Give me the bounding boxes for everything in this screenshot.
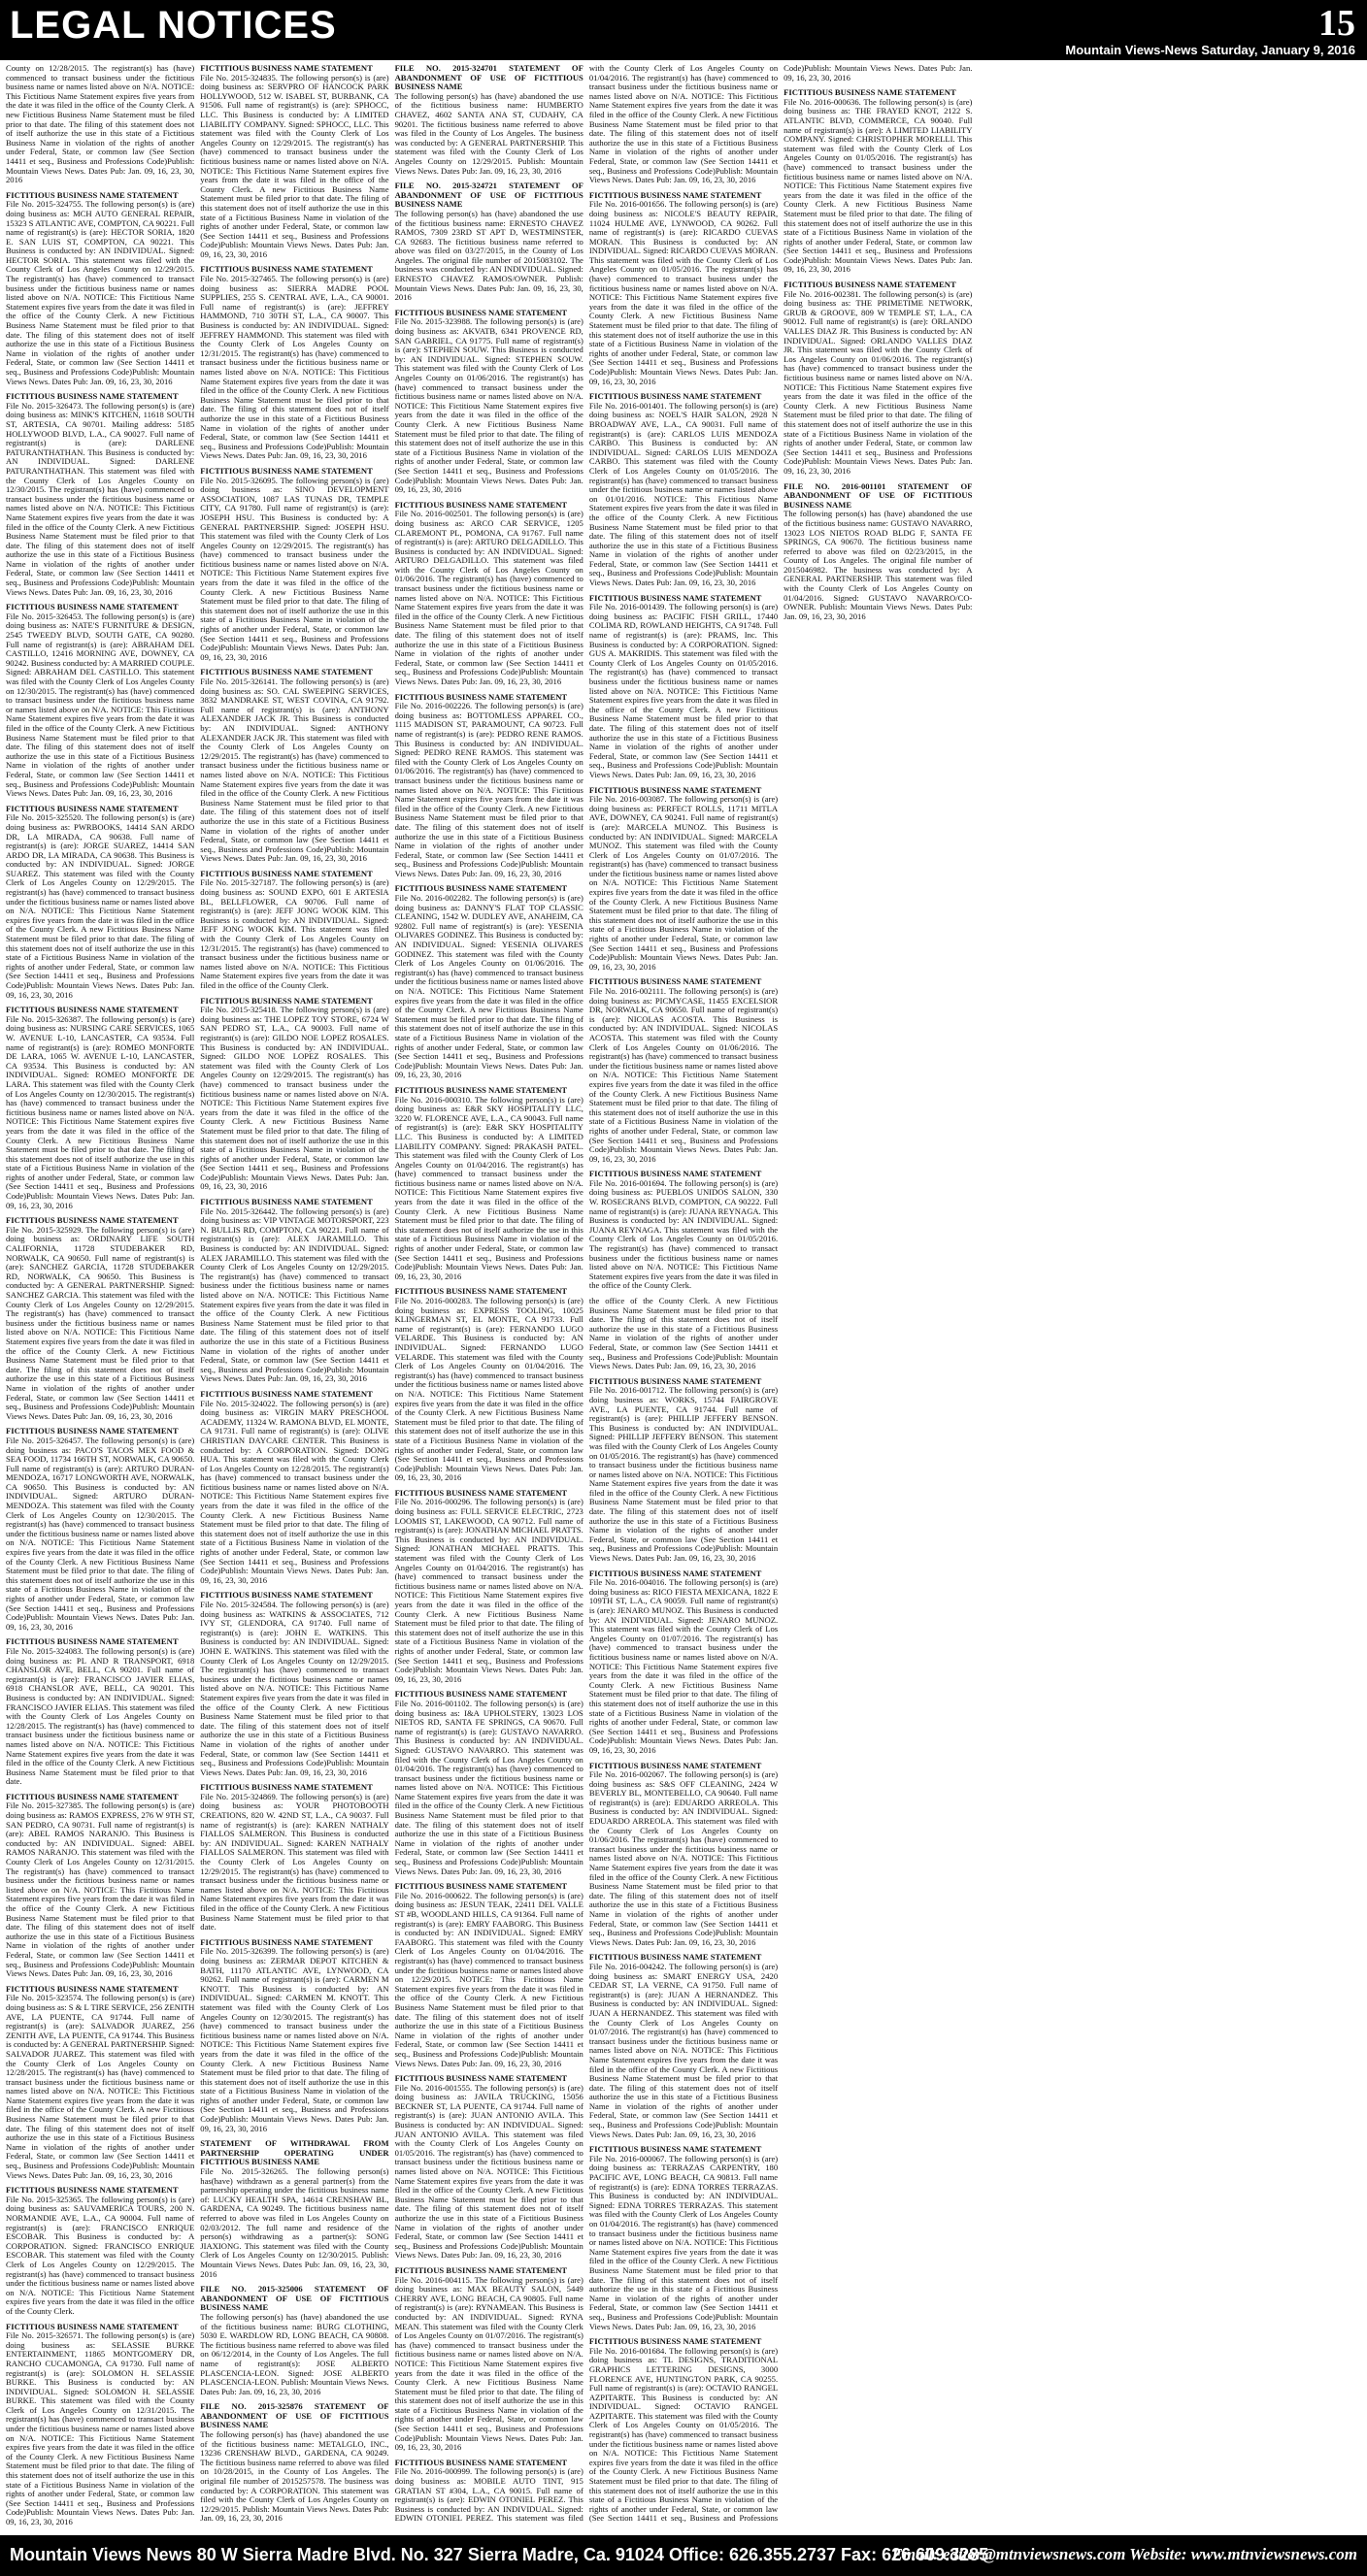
notice-heading: FICTITIOUS BUSINESS NAME STATEMENT [6, 602, 179, 612]
notice-body: the office of the County Clerk. A new Fictitious Business Name Statement must be filed prior to that date. The filing of this statement does not of itself authorize the use in this state of a Fictitious Business Name in violation of the rights of another under Federal, State, or common law (See Section 14411 et seq., Business and Professions Code)Publish: Mountain Views News. Dates Pub: Jan. 09, 16, 23, 30, 2016 [588, 1296, 779, 1371]
notice-heading: FICTITIOUS BUSINESS NAME STATEMENT [200, 868, 373, 878]
notice-heading: FICTITIOUS BUSINESS NAME STATEMENT [6, 1005, 179, 1015]
notice-body: File No. 2015-326141. The following person(s) is (are) doing business as: SO. CAL SWEEPING SERVICES, 3832 MANDRAKE ST, WEST COVINA, CA 91792. Full name of registrant(s) is (are): ANTHONY ALEXANDER JACK JR. This Business is conducted by: AN INDIVIDUAL. Signed: ANTHONY ALEXANDER JACK JR. This statement was filed with the County Clerk of Los Angeles County on 12/29/2015. The registrant(s) has (have) commenced to transact business under the fictitious business name or names listed above on N/A. NOTICE: This Fictitious Name Statement expires five years from the date it was filed in the office of the County Clerk. A new Fictitious Business Name Statement must be filed prior to that date. The filing of this statement does not of itself authorize the use in this state of a Fictitious Business Name in violation of the rights of another under Federal, State, or common law (See Section 14411 et seq., Business and Professions Code)Publish: Mountain Views News. Dates Pub: Jan. 09, 16, 23, 30, 2016 [200, 677, 389, 864]
notice-body: File No. 2016-000622. The following person(s) is (are) doing business as: JESUN TEAK, 22411 DEL VALLE ST #B, WOODLAND HILLS, CA 91364. Full name of registrant(s) is (are): EMRY FAABORG. This Business is conducted by: AN INDIVIDUAL. Signed: EMRY FAABORG. This statement was filed with the County Clerk of Los Angeles County on 01/04/2016. The registrant(s) has (have) commenced to transact business under the fictitious business name or names listed above on 12/29/2015. NOTICE: This Fictitious Name Statement expires five years from the date it was filed in the office of the County Clerk. A new Fictitious Business Name Statement must be filed prior to that date. The filing of this statement does not of itself authorize the use in this state of a Fictitious Business Name in violation of the rights of another under Federal, State, or common law (See Section 14411 et seq., Business and Professions Code)Publish: Mountain Views News. Dates Pub: Jan. 09, 16, 23, 30, 2016 [394, 1890, 583, 2068]
notice-body: The following person(s) has (have) abandoned the use of the fictitious business name: METALGLO, INC., 13236 CRENSHAW BLVD., GARDENA, CA 90249. The fictitious business name referred to above was filed on 10/28/2015, in the County of Los Angeles. The original file number of 2015257578. The business was conducted by: A CORPORATION. This statement was filed with the County Clerk of Los Angeles County on 12/29/2015. Publish: Mountain Views News. Dates Pub: Jan. 09, 16, 23, 30, 2016 [200, 2429, 389, 2524]
notice-body: File No. 2015-325365. The following person(s) is (are) doing business as: SAUVAMERICA TOURS, 200 N. NORMANDIE AVE, L.A., CA 90004. Full name of registrant(s) is (are): FRANCISCO ENRIQUE ESCOBAR. This Business is conducted by: A CORPORATION. Signed: FRANCISCO ENRIQUE ESCOBAR. This statement was filed with the County Clerk of Los Angeles County on 12/29/2015. The registrant(s) has (have) commenced to transact business under the fictitious business name or names listed above on N/A. NOTICE: This Fictitious Name Statement expires five years from the date it was filed in the office of the County Clerk. [6, 2194, 195, 2316]
notice-heading: FILE NO. 2015-325876 STATEMENT OF ABANDONMENT OF USE OF FICTITIOUS BUSINESS NAME [200, 2401, 389, 2430]
notice-body: File No. 2015-326453. The following person(s) is (are) doing business as: NATE'S FURNITURE & DESIGN, 2545 TWEEDY BLVD, SOUTH GATE, CA 90280. Full name of registrant(s) is (are): ABRAHAM DEL CASTILLO, 12416 MORNING AVE, DOWNEY, CA 90242. Business conducted by: A MARRIED COUPLE. Signed: ABRAHAM DEL CASTILLO. This statement was filed with the County Clerk of Los Angeles County on 12/30/2015. The registrant(s) has (have) commenced to transact business under the fictitious business name or names listed above on N/A. NOTICE: This Fictitious Name Statement expires five years from the date it was filed in the office of the County Clerk. A new Fictitious Business Name Statement must be filed prior to that date. The filing of this statement does not of itself authorize the use in this state of a Fictitious Business Name in violation of the rights of another under Federal, State, or common law (See Section 14411 et seq., Business and Professions Code)Publish: Mountain Views News. Dates Pub: Jan. 09, 16, 23, 30, 2016 [6, 611, 195, 799]
legal-notice [784, 88, 972, 275]
legal-notice [200, 265, 388, 460]
notice-heading: FICTITIOUS BUSINESS NAME STATEMENT [6, 1215, 179, 1226]
notice-body: The following person(s) has (have) abandoned the use of the fictitious business name: BURG CLOTHING, 5030 E. WARDLOW RD, LONG BEACH, CA 90808. The fictitious business name referred to above was filed on 06/12/2014, in the County of Los Angeles. The full name of registrant(s): JOSE ALBERTO PLASCENCIA-LEON. Signed: JOSE ALBERTO PLASCENCIA-LEON. Publish: Mountain Views News. Dates Pub: Jan. 09, 16, 23, 30, 2016 [200, 2311, 389, 2396]
notice-body: File No. 2015-327385. The following person(s) is (are) doing business as: RAMOS EXPRESS, 276 W 9TH ST, SAN PEDRO, CA 90731. Full name of registrant(s) is (are): ABEL RAMOS NARANJO. This Business is conducted by: AN INDIVIDUAL. Signed: ABEL RAMOS NARANJO. This statement was filed with the County Clerk of Los Angeles County on 12/31/2015. The registrant(s) has (have) commenced to transact business under the fictitious business name or names listed above on N/A. NOTICE: This Fictitious Name Statement expires five years from the date it was filed in the office of the County Clerk. A new Fictitious Business Name Statement must be filed prior to that date. The filing of this statement does not of itself authorize the use in this state of a Fictitious Business Name in violation of the rights of another under Federal, State, or common law (See Section 14411 et seq., Business and Professions Code)Publish: Mountain Views News. Dates Pub: Jan. 09, 16, 23, 30, 2016 [6, 1800, 195, 1979]
notice-body: File No. 2015-323988. The following person(s) is (are) doing business as: AKVATB, 6341 PROVENCE RD, SAN GABRIEL, CA 91775. Full name of registrant(s) is (are): STEPHEN SOUW. This Business is conducted by: AN INDIVIDUAL. Signed: STEPHEN SOUW. This statement was filed with the County Clerk of Los Angeles County on 01/06/2016. The registrant(s) has (have) commenced to transact business under the fictitious business name or names listed above on N/A. NOTICE: This Fictitious Name Statement expires five years from the date it was filed in the office of the County Clerk. A new Fictitious Business Name Statement must be filed prior to that date. The filing of this statement does not of itself authorize the use in this state of a Fictitious Business Name in violation of the rights of another under Federal, State, or common law (See Section 14411 et seq., Business and Professions Code)Publish: Mountain Views News. Dates Pub: Jan. 09, 16, 23, 30, 2016 [394, 316, 583, 495]
notice-body: County on 12/28/2015. The registrant(s) has (have) commenced to transact business under the fictitious business name or names listed above on N/A. NOTICE: This Fictitious Name Statement expires five years from the date it was filed in the office of the County Clerk. A new Fictitious Business Name Statement must be filed prior to that date. The filing of this statement does not of itself authorize the use in this state of a Fictitious Business Name in violation of the rights of another under Federal, State, or common law (See Section 14411 et seq., Business and Professions Code)Publish: Mountain Views News. Dates Pub: Jan. 09, 16, 23, 30, 2016 [6, 64, 195, 185]
notice-heading: FILE NO. 2015-325006 STATEMENT OF ABANDONMENT OF USE OF FICTITIOUS BUSINESS NAME [200, 2284, 389, 2313]
notice-heading: FICTITIOUS BUSINESS NAME STATEMENT [200, 1782, 373, 1793]
header-subline: Mountain Views-News Saturday, January 9, 2016 [1065, 43, 1355, 57]
notice-heading: FICTITIOUS BUSINESS NAME STATEMENT [394, 1689, 568, 1700]
notice-body: File No. 2016-002226. The following person(s) is (are) doing business as: BOTTOMLESS APPAREL CO., 1115 MADISON ST, PARAMOUNT, CA 90723. Full name of registrant(s) is (are): PEDRO RENE RAMOS. This Business is conducted by: AN INDIVIDUAL. Signed: PEDRO RENE RAMOS. This statement was filed with the County Clerk of Los Angeles County on 01/06/2016. The registrant(s) has (have) commenced to transact business under the fictitious business name or names listed above on N/A. NOTICE: This Fictitious Name Statement expires five years from the date it was filed in the office of the County Clerk. A new Fictitious Business Name Statement must be filed prior to that date. The filing of this statement does not of itself authorize the use in this state of a Fictitious Business Name in violation of the rights of another under Federal, State, or common law (See Section 14411 et seq., Business and Professions Code)Publish: Mountain Views News. Dates Pub: Jan. 09, 16, 23, 30, 2016 [394, 701, 583, 878]
legal-notice [200, 870, 388, 991]
legal-notice [200, 1390, 388, 1585]
notice-heading: FICTITIOUS BUSINESS NAME STATEMENT [588, 784, 762, 795]
notice-body: File No. 2016-002111. The following person(s) is (are) doing business as: PICMYCASE, 11455 EXCELSIOR DR, NORWALK, CA 90650. Full name of registrant(s) is (are): NICOLAS ACOSTA. This Business is conducted by: AN INDIVIDUAL. Signed: NICOLAS ACOSTA. This statement was filed with the County Clerk of Los Angeles County on 01/06/2016. The registrant(s) has (have) commenced to transact business under the fictitious business name or names listed above on N/A. NOTICE: This Fictitious Name Statement expires five years from the date it was filed in the office of the County Clerk. A new Fictitious Business Name Statement must be filed prior to that date. The filing of this statement does not of itself authorize the use in this state of a Fictitious Business Name in violation of the rights of another under Federal, State, or common law (See Section 14411 et seq., Business and Professions Code)Publish: Mountain Views News. Dates Pub: Jan. 09, 16, 23, 30, 2016 [588, 986, 779, 1164]
notice-heading: FICTITIOUS BUSINESS NAME STATEMENT [200, 667, 373, 677]
notice-heading: FICTITIOUS BUSINESS NAME STATEMENT [200, 1590, 373, 1601]
notice-body: File No. 2016-000310. The following person(s) is (are) doing business as: E&R SKY HOSPITALITY LLC, 3220 W. FLORENCE AVE, L.A., CA 90043. Full name of registrant(s) is (are): E&R SKY HOSPITALITY LLC. This Business is conducted by: A LIMITED LIABILITY COMPANY. Signed: PRAKASH PATEL. This statement was filed with the County Clerk of Los Angeles County on 01/04/2016. The registrant(s) has (have) commenced to transact business under the fictitious business name or names listed above on N/A. NOTICE: This Fictitious Name Statement expires five years from the date it was filed in the office of the County Clerk. A new Fictitious Business Name Statement must be filed prior to that date. The filing of this statement does not of itself authorize the use in this state of a Fictitious Business Name in violation of the rights of another under Federal, State, or common law (See Section 14411 et seq., Business and Professions Code)Publish: Mountain Views News. Dates Pub: Jan. 09, 16, 23, 30, 2016 [394, 1094, 583, 1281]
notice-heading: FILE NO. 2015-324721 STATEMENT OF ABANDONMENT OF USE OF FICTITIOUS BUSINESS NAME [394, 181, 583, 210]
legal-notice [589, 786, 778, 973]
legal-notice [784, 281, 972, 476]
legal-notice [6, 1427, 194, 1632]
notice-body: File No. 2016-001684. The following person(s) is (are) doing business as: TL DESIGNS, TRADITIONAL GRAPHICS LETTERING DESIGNS, 3000 FLORENCE AVE, HUNTINGTON PARK, CA 90255. Full name of registrant(s) is (are): OCTAVIO RANGEL AZPITARTE. This Business is conducted by: AN INDIVIDUAL. Signed: OCTAVIO RANGEL AZPITARTE. This statement was filed with the County Clerk of Los Angeles County on 01/05/2016. The registrant(s) has (have) commenced to transact business under the fictitious business name or names listed above on N/A. NOTICE: This Fictitious Name Statement expires five years from the date it was filed in the office of the County Clerk. A new Fictitious Business Name Statement must be filed prior to that date. The filing of this statement does not of itself authorize the use in this state of a Fictitious Business Name in violation of the rights of another under Federal, State, or common law (See Section 14411 et seq., Business and Professions Code)Publish: Mountain Views News. Dates Pub: Jan. 09, 16, 23, 30, 2016 [588, 64, 973, 2524]
notice-body: The following person(s) has (have) abandoned the use of the fictitious business name: ERNESTO CHAVEZ RAMOS, 7309 23RD ST APT D, WESTMINSTER, CA 92683. The fictitious business name referred to above was filed on 03/27/2015, in the County of Los Angeles. The original file number of 2015083102. The business was conducted by: AN INDIVIDUAL. Signed: ERNESTO CHAVEZ RAMOS/OWNER. Publish: Mountain Views News. Dates Pub: Jan. 09, 16, 23, 30, 2016 [394, 208, 583, 303]
legal-notice [6, 603, 194, 798]
legal-notice [395, 309, 583, 495]
notice-heading: FICTITIOUS BUSINESS NAME STATEMENT [588, 1375, 762, 1386]
notice-body: File No. 2016-000067. The following person(s) is (are) doing business as: TERRAZAS CARPENTRY, 180 PACIFIC AVE, LONG BEACH, CA 90813. Full name of registrant(s) is (are): EDNA TORRES TERRAZAS. This Business is conducted by: AN INDIVIDUAL. Signed: EDNA TORRES TERRAZAS. This statement was filed with the County Clerk of Los Angeles County on 01/04/2016. The registrant(s) has (have) commenced to transact business under the fictitious business name or names listed above on N/A. NOTICE: This Fictitious Name Statement expires five years from the date it was filed in the office of the County Clerk. A new Fictitious Business Name Statement must be filed prior to that date. The filing of this statement does not of itself authorize the use in this state of a Fictitious Business Name in violation of the rights of another under Federal, State, or common law (See Section 14411 et seq., Business and Professions Code)Publish: Mountain Views News. Dates Pub: Jan. 09, 16, 23, 30, 2016 [588, 2153, 779, 2331]
notice-body: File No. 2016-000283. The following person(s) is (are) doing business as: EXPRESS TOOLING, 10025 KLINGERMAN ST, EL MONTE, CA 91733. Full name of registrant(s) is (are): FERNANDO LUGO VELARDE. This Business is conducted by: AN INDIVIDUAL. Signed: FERNANDO LUGO VELARDE. This statement was filed with the County Clerk of Los Angeles County on 01/04/2016. The registrant(s) has (have) commenced to transact business under the fictitious business name or names listed above on N/A. NOTICE: This Fictitious Name Statement expires five years from the date it was filed in the office of the County Clerk. A new Fictitious Business Name Statement must be filed prior to that date. The filing of this statement does not of itself authorize the use in this state of a Fictitious Business Name in violation of the rights of another under Federal, State, or common law (See Section 14411 et seq., Business and Professions Code)Publish: Mountain Views News. Dates Pub: Jan. 09, 16, 23, 30, 2016 [394, 1296, 583, 1483]
legal-notice [200, 1591, 388, 1777]
notice-body: File No. 2016-001439. The following person(s) is (are) doing business as: PACIFIC FISH GRILL, 17440 COLIMA RD, ROWLAND HEIGHTS, CA 91748. Full name of registrant(s) is (are): PRAMS, Inc. This Business is conducted by: A CORPORATION. Signed: GUS A. MAKRIDIS. This statement was filed with the County Clerk of Los Angeles County on 01/05/2016. The registrant(s) has (have) commenced to transact business under the fictitious business name or names listed above on N/A. NOTICE: This Fictitious Name Statement expires five years from the date it was filed in the office of the County Clerk. A new Fictitious Business Name Statement must be filed prior to that date. The filing of this statement does not of itself authorize the use in this state of a Fictitious Business Name in violation of the rights of another under Federal, State, or common law (See Section 14411 et seq., Business and Professions Code)Publish: Mountain Views News. Dates Pub: Jan. 09, 16, 23, 30, 2016 [588, 602, 779, 779]
legal-notice [6, 805, 194, 1000]
notice-heading: FICTITIOUS BUSINESS NAME STATEMENT [394, 1084, 568, 1095]
legal-notice [395, 1882, 583, 2068]
notice-body: File No. 2015-326387. The following person(s) is (are) doing business as: NURSING CARE SERVICES, 1065 W. AVENUE L-10, LANCASTER, CA 93534. Full name of registrant(s) is (are): ROMEO MONFORTE DE LARA, 1065 W. AVENUE L-10, LANCASTER, CA 93534. This Business is conducted by: AN INDIVIDUAL. Signed: ROMEO MONFORTE DE LARA. This statement was filed with the County Clerk of Los Angeles County on 12/30/2015. The registrant(s) has (have) commenced to transact business under the fictitious business name or names listed above on N/A. NOTICE: This Fictitious Name Statement expires five years from the date it was filed in the office of the County Clerk. A new Fictitious Business Name Statement must be filed prior to that date. The filing of this statement does not of itself authorize the use in this state of a Fictitious Business Name in violation of the rights of another under Federal, State, or common law (See Section 14411 et seq., Business and Professions Code)Publish: Mountain Views News. Dates Pub: Jan. 09, 16, 23, 30, 2016 [6, 1013, 195, 1210]
notice-heading: FICTITIOUS BUSINESS NAME STATEMENT [394, 691, 568, 702]
notice-heading: FICTITIOUS BUSINESS NAME STATEMENT [784, 87, 956, 98]
notice-body: File No. 2016-000296. The following person(s) is (are) doing business as: FULL SERVICE ELECTRIC, 2723 LOOMIS ST, LAKEWOOD, CA 90712. Full name of registrant(s) is (are): JONATHAN MICHAEL PRATTS. This Business is conducted by: AN INDIVIDUAL. Signed: JONATHAN MICHAEL PRATTS. This statement was filed with the County Clerk of Los Angeles County on 01/04/2016. The registrant(s) has (have) commenced to transact business under the fictitious business name or names listed above on N/A. NOTICE: This Fictitious Name Statement expires five years from the date it was filed in the office of the County Clerk. A new Fictitious Business Name Statement must be filed prior to that date. The filing of this statement does not of itself authorize the use in this state of a Fictitious Business Name in violation of the rights of another under Federal, State, or common law (See Section 14411 et seq., Business and Professions Code)Publish: Mountain Views News. Dates Pub: Jan. 09, 16, 23, 30, 2016 [394, 1497, 583, 1684]
notice-heading: FICTITIOUS BUSINESS NAME STATEMENT [6, 2321, 179, 2331]
notice-heading: FICTITIOUS BUSINESS NAME STATEMENT [588, 1760, 762, 1770]
legal-notice [589, 1170, 778, 1291]
notice-heading: FILE NO. 2015-324701 STATEMENT OF ABANDONMENT OF USE OF FICTITIOUS BUSINESS NAME [394, 64, 583, 92]
notice-heading: FICTITIOUS BUSINESS NAME STATEMENT [6, 1636, 179, 1647]
legal-notice [589, 1953, 778, 2139]
legal-notice [589, 1297, 778, 1371]
notice-body: File No. 2015-324083. The following person(s) is (are) doing business as: PL AND R TRANSPORT, 6918 CHANSLOR AVE, BELL, CA 90201. Full name of registrant(s) is (are): FRANCISCO JAVIER ELIAS, 6918 CHANSLOR AVE, BELL, CA 90201. This Business is conducted by: AN INDIVIDUAL. Signed: FRANCISCO JAVIER ELIAS. This statement was filed with the County Clerk of Los Angeles County on 12/28/2015. The registrant(s) has (have) commenced to transact business under the fictitious business name or names listed above on N/A. NOTICE: This Fictitious Name Statement expires five years from the date it was filed in the office of the County Clerk. A new Fictitious Business Name Statement must be filed prior to that date. [6, 1645, 195, 1787]
legal-notice [6, 2323, 194, 2527]
notice-body: The following person(s) has (have) abandoned the use of the fictitious business name: HUMBERTO CHAVEZ, 4602 SANTA ANA ST, CUDAHY, CA 90201. The fictitious business name referred to above was filed in the County of Los Angeles. The business was conducted by: A GENERAL PARTNERSHIP. This statement was filed with the County Clerk of Los Angeles County on 12/29/2015. Publish: Mountain Views News. Dates Pub: Jan. 09, 16, 23, 30, 2016 [394, 90, 583, 176]
notice-heading: FICTITIOUS BUSINESS NAME STATEMENT [6, 2185, 179, 2196]
legal-notice [395, 2266, 583, 2453]
notice-heading: FICTITIOUS BUSINESS NAME STATEMENT [6, 189, 179, 200]
notice-body: File No. 2015-324022. The following person(s) is (are) doing business as: VIRGIN MARY PRESCHOOL ACADEMY, 11324 W. RAMONA BLVD, EL MONTE, CA 91731. Full name of registrant(s) is (are): OLIVE CHRISTIAN DAYCARE CENTER. This Business is conducted by: A CORPORATION. Signed: DONG HUA. This statement was filed with the County Clerk of Los Angeles County on 12/28/2015. The registrant(s) has (have) commenced to transact business under the fictitious business name or names listed above on N/A. NOTICE: This Fictitious Name Statement expires five years from the date it was filed in the office of the County Clerk. A new Fictitious Business Name Statement must be filed prior to that date. The filing of this statement does not of itself authorize the use in this state of a Fictitious Business Name in violation of the rights of another under Federal, State, or common law (See Section 14411 et seq., Business and Professions Code)Publish: Mountain Views News. Dates Pub: Jan. 09, 16, 23, 30, 2016 [200, 1398, 389, 1585]
legal-notice [6, 1216, 194, 1421]
legal-notice [395, 64, 583, 176]
legal-notice [6, 2186, 194, 2316]
notice-body: File No. 2016-001555. The following person(s) is (are) doing business as: JAVILA TRUCKING, 15056 BECKNER ST, LA PUENTE, CA 91744. Full name of registrant(s) is (are): JUAN ANTONIO AVILA. This Business is conducted by: AN INDIVIDUAL. Signed: JUAN ANTONIO AVILA. This statement was filed with the County Clerk of Los Angeles County on 01/05/2016. The registrant(s) has (have) commenced to transact business under the fictitious business name or names listed above on N/A. NOTICE: This Fictitious Name Statement expires five years from the date it was filed in the office of the County Clerk. A new Fictitious Business Name Statement must be filed prior to that date. The filing of this statement does not of itself authorize the use in this state of a Fictitious Business Name in violation of the rights of another under Federal, State, or common law (See Section 14411 et seq., Business and Professions Code)Publish: Mountain Views News. Dates Pub: Jan. 09, 16, 23, 30, 2016 [394, 2082, 583, 2261]
legal-notice [589, 1569, 778, 1756]
legal-notice [200, 467, 388, 662]
legal-notice [6, 1637, 194, 1787]
notice-heading: FICTITIOUS BUSINESS NAME STATEMENT [588, 976, 762, 987]
notice-body: File No. 2015-325418. The following person(s) is (are) doing business as: THE LOPEZ TOY STORE, 6724 W SAN PEDRO ST, L.A., CA 90003. Full name of registrant(s) is (are): GILDO NOE LOPEZ ROSALES. This Business is conducted by: AN INDIVIDUAL. Signed: GILDO NOE LOPEZ ROSALES. This statement was filed with the County Clerk of Los Angeles County on 12/29/2015. The registrant(s) has (have) commenced to transact business under the fictitious business name or names listed above on N/A. NOTICE: This Fictitious Name Statement expires five years from the date it was filed in the office of the County Clerk. A new Fictitious Business Name Statement must be filed prior to that date. The filing of this statement does not of itself authorize the use in this state of a Fictitious Business Name in violation of the rights of another under Federal, State, or common law (See Section 14411 et seq., Business and Professions Code)Publish: Mountain Views News. Dates Pub: Jan. 09, 16, 23, 30, 2016 [200, 1005, 389, 1192]
notice-body: File No. 2015-326399. The following person(s) is (are) doing business as: ZERMAR DEPOT KITCHEN & BATH, 11170 ATLANTIC AVE, LYNWOOD, CA 90262. Full name of registrant(s) is (are): CARMEN M KNOTT. This Business is conducted by: AN INDIVIDUAL. Signed: CARMEN M. KNOTT. This statement was filed with the County Clerk of Los Angeles County on 12/30/2015. The registrant(s) has (have) commenced to transact business under the fictitious business name or names listed above on N/A. NOTICE: This Fictitious Name Statement expires five years from the date it was filed in the office of the County Clerk. A new Fictitious Business Name Statement must be filed prior to that date. The filing of this statement does not of itself authorize the use in this state of a Fictitious Business Name in violation of the rights of another under Federal, State, or common law (See Section 14411 et seq., Business and Professions Code)Publish: Mountain Views News. Dates Pub: Jan. 09, 16, 23, 30, 2016 [200, 1946, 389, 2133]
notice-heading: FICTITIOUS BUSINESS NAME STATEMENT [200, 1388, 373, 1399]
legal-notice [200, 1938, 388, 2133]
notice-heading: FICTITIOUS BUSINESS NAME STATEMENT [200, 1936, 373, 1947]
notice-heading: FICTITIOUS BUSINESS NAME STATEMENT [394, 1881, 568, 1892]
page-footer [0, 2535, 1367, 2576]
notice-body: File No. 2015-326442. The following person(s) is (are) doing business as: VIP VINTAGE MOTORSPORT, 223 N. BULLIS RD, COMPTON, CA 90221. Full name of registrant(s) is (are): ALEX JARAMILLO. This Business is conducted by: AN INDIVIDUAL. Signed: ALEX JARAMILLO. This statement was filed with the County Clerk of Los Angeles County on 12/29/2015. The registrant(s) has (have) commenced to transact business under the fictitious business name or names listed above on N/A. NOTICE: This Fictitious Name Statement expires five years from the date it was filed in the office of the County Clerk. A new Fictitious Business Name Statement must be filed prior to that date. The filing of this statement does not of itself authorize the use in this state of a Fictitious Business Name in violation of the rights of another under Federal, State, or common law (See Section 14411 et seq., Business and Professions Code)Publish: Mountain Views News. Dates Pub: Jan. 09, 16, 23, 30, 2016 [200, 1205, 389, 1384]
notice-body: File No. 2015-325929. The following person(s) is (are) doing business as: ORDINARY LIFE SOUTH CALIFORNIA, 11728 STUDEBAKER RD, NORWALK, CA 90650. Full name of registrant(s) is (are): SANCHEZ GARCIA, 11728 STUDEBAKER RD, NORWALK, CA 90650. This Business is conducted by: A GENERAL PARTNERSHIP. Signed: SANCHEZ GARCIA. This statement was filed with the County Clerk of Los Angeles County on 12/29/2015. The registrant(s) has (have) commenced to transact business under the fictitious business name or names listed above on N/A. NOTICE: This Fictitious Name Statement expires five years from the date it was filed in the office of the County Clerk. A new Fictitious Business Name Statement must be filed prior to that date. The filing of this statement does not of itself authorize the use in this state of a Fictitious Business Name in violation of the rights of another under Federal, State, or common law (See Section 14411 et seq., Business and Professions Code)Publish: Mountain Views News. Dates Pub: Jan. 09, 16, 23, 30, 2016 [6, 1224, 195, 1421]
notice-body: File No. 2016-001656. The following person(s) is (are) doing business as: NICOLE'S BEAUTY REPAIR, 11024 HULME AVE, LYNWOOD, CA 90262. Full name of registrant(s) is (are): RICARDO CUEVAS MORAN. This Business is conducted by: AN INDIVIDUAL. Signed: RICARDO CUEVAS MORAN. This statement was filed with the County Clerk of Los Angeles County on 01/05/2016. The registrant(s) has (have) commenced to transact business under the fictitious business name or names listed above on N/A. NOTICE: This Fictitious Name Statement expires five years from the date it was filed in the office of the County Clerk. A new Fictitious Business Name Statement must be filed prior to that date. The filing of this statement does not of itself authorize the use in this state of a Fictitious Business Name in violation of the rights of another under Federal, State, or common law (See Section 14411 et seq., Business and Professions Code)Publish: Mountain Views News. Dates Pub: Jan. 09, 16, 23, 30, 2016 [588, 199, 779, 386]
legal-notice [200, 64, 388, 259]
legal-notice [589, 1762, 778, 1948]
legal-notice [395, 182, 583, 303]
notice-body: File No. 2016-000999. The following person(s) is (are) doing business as: MOBILE AUTO TINT, 915 GRATIAN ST #304, L.A., CA 90015. Full name of registrant(s) is (are): EDWIN OTONIEL PEREZ. This Business is conducted by: AN INDIVIDUAL. Signed: EDWIN OTONIEL PEREZ. This statement was filed with the County Clerk of Los Angeles County on 01/04/2016. The registrant(s) has (have) commenced to transact business under the fictitious business name or names listed above on N/A. NOTICE: This Fictitious Name Statement expires five years from the date it was filed in the office of the County Clerk. A new Fictitious Business Name Statement must be filed prior to that date. The filing of this statement does not of itself authorize the use in this state of a Fictitious Business Name in violation of the rights of another under Federal, State, or common law (See Section 14411 et seq., Business and Professions Code)Publish: Mountain Views News. Dates Pub: Jan. 09, 16, 23, 30, 2016 [394, 64, 779, 2524]
legal-notice [200, 1198, 388, 1384]
notice-body: File No. 2016-002067. The following person(s) is (are) doing business as: S&S OFF CLEANING, 2424 W BEVERLY BL, MONTEBELLO, CA 90640. Full name of registrant(s) is (are): EDUARDO ARREOLA. This Business is conducted by: AN INDIVIDUAL. Signed: EDUARDO ARREOLA. This statement was filed with the County Clerk of Los Angeles County on 01/06/2016. The registrant(s) has (have) commenced to transact business under the fictitious business name or names listed above on N/A. NOTICE: This Fictitious Name Statement expires five years from the date it was filed in the office of the County Clerk. A new Fictitious Business Name Statement must be filed prior to that date. The filing of this statement does not of itself authorize the use in this state of a Fictitious Business Name in violation of the rights of another under Federal, State, or common law (See Section 14411 et seq., Business and Professions Code)Publish: Mountain Views News. Dates Pub: Jan. 09, 16, 23, 30, 2016 [588, 1769, 779, 1947]
legal-notice [395, 1086, 583, 1281]
notice-heading: FICTITIOUS BUSINESS NAME STATEMENT [200, 465, 373, 476]
notice-body: File No. 2015-324869. The following person(s) is (are) doing business as: YOUR PHOTOBOOTH CREATIONS, 820 W. 42ND ST, L.A., CA 90037. Full name of registrant(s) is (are): KAREN NATHALY FIALLOS SALMERON. This Business is conducted by: AN INDIVIDUAL. Signed: KAREN NATHALY FIALLOS SALMERON. This statement was filed with the County Clerk of Los Angeles County on 12/29/2015. The registrant(s) has (have) commenced to transact business under the fictitious business name or names listed above on N/A. NOTICE: This Fictitious Name Statement expires five years from the date it was filed in the office of the County Clerk. A new Fictitious Business Name Statement must be filed prior to that date. [200, 1791, 389, 1932]
notice-body: File No. 2015-326457. The following person(s) is (are) doing business as: PACO'S TACOS MEX FOOD & SEA FOOD, 11734 166TH ST, NORWALK, CA 90650. Full name of registrant(s) is (are): ARTURO DURAN-MENDOZA, 16717 LONGWORTH AVE, NORWALK, CA 90650. This Business is conducted by: AN INDIVIDUAL. Signed: ARTURO DURAN-MENDOZA. This statement was filed with the County Clerk of Los Angeles County on 12/30/2015. The registrant(s) has (have) commenced to transact business under the fictitious business name or names listed above on N/A. NOTICE: This Fictitious Name Statement expires five years from the date it was filed in the office of the County Clerk. A new Fictitious Business Name Statement must be filed prior to that date. The filing of this statement does not of itself authorize the use in this state of a Fictitious Business Name in violation of the rights of another under Federal, State, or common law (See Section 14411 et seq., Business and Professions Code)Publish: Mountain Views News. Dates Pub: Jan. 09, 16, 23, 30, 2016 [6, 1435, 195, 1632]
legal-notice [395, 1287, 583, 1482]
notice-body: File No. 2016-004242. The following person(s) is (are) doing business as: SMART ENERGY USA, 2420 CEDAR ST, LA VERNE, CA 91750. Full name of registrant(s) is (are): JUAN A HERNANDEZ. This Business is conducted by: AN INDIVIDUAL. Signed: JUAN A HERNANDEZ. This statement was filed with the County Clerk of Los Angeles County on 01/07/2016. The registrant(s) has (have) commenced to transact business under the fictitious business name or names listed above on N/A. NOTICE: This Fictitious Name Statement expires five years from the date it was filed in the office of the County Clerk. A new Fictitious Business Name Statement must be filed prior to that date. The filing of this statement does not of itself authorize the use in this state of a Fictitious Business Name in violation of the rights of another under Federal, State, or common law (See Section 14411 et seq., Business and Professions Code)Publish: Mountain Views News. Dates Pub: Jan. 09, 16, 23, 30, 2016 [588, 1961, 779, 2139]
notice-body: File No. 2015-327465. The following person(s) is (are) doing business as: SIERRA MADRE POOL SUPPLIES, 255 S. CENTRAL AVE, L.A., CA 90001. Full name of registrant(s) is (are): JEFFREY HAMMOND, 710 30TH ST, L.A., CA 90007. This Business is conducted by: AN INDIVIDUAL. Signed: JEFFREY HAMMOND. This statement was filed with the County Clerk of Los Angeles County on 12/31/2015. The registrant(s) has (have) commenced to transact business under the fictitious business name or names listed above on N/A. NOTICE: This Fictitious Name Statement expires five years from the date it was filed in the office of the County Clerk. A new Fictitious Business Name Statement must be filed prior to that date. The filing of this statement does not of itself authorize the use in this state of a Fictitious Business Name in violation of the rights of another under Federal, State, or common law (See Section 14411 et seq., Business and Professions Code)Publish: Mountain Views News. Dates Pub: Jan. 09, 16, 23, 30, 2016 [200, 274, 389, 461]
legal-notice [6, 1985, 194, 2180]
notice-body: File No. 2015-324584. The following person(s) is (are) doing business as: WATKINS & ASSOCIATES, 712 IVY ST, GLENDORA, CA 91740. Full name of registrant(s) is (are): JOHN E. WATKINS. This Business is conducted by: AN INDIVIDUAL. Signed: JOHN E. WATKINS. This statement was filed with the County Clerk of Los Angeles County on 12/29/2015. The registrant(s) has (have) commenced to transact business under the fictitious business name or names listed above on N/A. NOTICE: This Fictitious Name Statement expires five years from the date it was filed in the office of the County Clerk. A new Fictitious Business Name Statement must be filed prior to that date. The filing of this statement does not of itself authorize the use in this state of a Fictitious Business Name in violation of the rights of another under Federal, State, or common law (See Section 14411 et seq., Business and Professions Code)Publish: Mountain Views News. Dates Pub: Jan. 09, 16, 23, 30, 2016 [200, 1600, 389, 1777]
notice-body: File No. 2016-002282. The following person(s) is (are) doing business as: DANNY'S FLAT TOP CLASSIC CLEANING, 1542 W. DUDLEY AVE, ANAHEIM, CA 92802. Full name of registrant(s) is (are): YESENIA OLIVARES GODINEZ. This Business is conducted by: AN INDIVIDUAL. Signed: YESENIA OLIVARES GODINEZ. This statement was filed with the County Clerk of Los Angeles County on 01/06/2016. The registrant(s) has (have) commenced to transact business under the fictitious business name or names listed above on N/A. NOTICE: This Fictitious Name Statement expires five years from the date it was filed in the office of the County Clerk. A new Fictitious Business Name Statement must be filed prior to that date. The filing of this statement does not of itself authorize the use in this state of a Fictitious Business Name in violation of the rights of another under Federal, State, or common law (See Section 14411 et seq., Business and Professions Code)Publish: Mountain Views News. Dates Pub: Jan. 09, 16, 23, 30, 2016 [394, 893, 583, 1080]
notice-heading: FICTITIOUS BUSINESS NAME STATEMENT [394, 307, 568, 317]
notice-heading: FICTITIOUS BUSINESS NAME STATEMENT [394, 499, 568, 510]
notice-body: File No. 2016-001694. The following person(s) is (are) doing business as: PUEBLOS UNIDOS SALON, 330 W. ROSECRANS BLVD, COMPTON, CA 90222. Full name of registrant(s) is (are): JUANA REYNAGA. This Business is conducted by: AN INDIVIDUAL. Signed: JUANA REYNAGA. This statement was filed with the County Clerk of Los Angeles County on 01/05/2016. The registrant(s) has (have) commenced to transact business under the fictitious business name or names listed above on N/A. NOTICE: This Fictitious Name Statement expires five years from the date it was filed in the office of the County Clerk. [588, 1177, 779, 1291]
legal-notice [395, 1690, 583, 1876]
legal-notice [6, 392, 194, 597]
legal-notice [589, 1377, 778, 1564]
notice-heading: FICTITIOUS BUSINESS NAME STATEMENT [6, 803, 179, 813]
notice-body: File No. 2015-326265. The following person(s) has(have) withdrawn as a general partner(s) from the partnership operating under the fictitious business name of: LUCKY HEALTH SPA, 14614 CRENSHAW BL, GARDENA, CA 90249. The fictitious business name referred to above was filed in Los Angeles County on 02/03/2012. The full name and residence of the person(s) withdrawing as a partner(s): SONG JIAXIONG. This statement was filed with the County Clerk of Los Angeles County on 12/30/2015. Publish: Mountain Views News. Dates Pub: Jan. 09, 16, 23, 30, 2016 [200, 2166, 389, 2279]
legal-notice [395, 501, 583, 687]
legal-notice [589, 392, 778, 587]
notice-heading: FICTITIOUS BUSINESS NAME STATEMENT [6, 1426, 179, 1437]
notice-body: File No. 2016-001712. The following person(s) is (are) doing business as: WORKS, 15744 FAIRGROVE AVE., LA PUENTE, CA 91744. Full name of registrant(s) is (are): PHILLIP JEFFERY BENSON. This Business is conducted by: AN INDIVIDUAL. Signed: PHILLIP JEFFERY BENSON. This statement was filed with the County Clerk of Los Angeles County on 01/05/2016. The registrant(s) has (have) commenced to transact business under the fictitious business name or names listed above on N/A. NOTICE: This Fictitious Name Statement expires five years from the date it was filed in the office of the County Clerk. A new Fictitious Business Name Statement must be filed prior to that date. The filing of this statement does not of itself authorize the use in this state of a Fictitious Business Name in violation of the rights of another under Federal, State, or common law (See Section 14411 et seq., Business and Professions Code)Publish: Mountain Views News. Dates Pub: Jan. 09, 16, 23, 30, 2016 [588, 1385, 779, 1564]
notice-heading: FICTITIOUS BUSINESS NAME STATEMENT [588, 1169, 762, 1179]
notices-columns [6, 64, 1361, 2531]
legal-notice [589, 191, 778, 386]
legal-notice [200, 2139, 388, 2279]
notice-heading: FICTITIOUS BUSINESS NAME STATEMENT [6, 1791, 179, 1801]
page-number: 15 [1318, 3, 1355, 44]
notice-heading: FICTITIOUS BUSINESS NAME STATEMENT [394, 883, 568, 894]
notice-heading: FICTITIOUS BUSINESS NAME STATEMENT [394, 2264, 568, 2275]
notice-heading: FICTITIOUS BUSINESS NAME STATEMENT [200, 1197, 373, 1207]
notice-body: File No. 2016-004016. The following person(s) is (are) doing business as: RICO FIESTA MEXICANA, 1822 E 109TH ST, L.A., CA 90059. Full name of registrant(s) is (are): JENARO MUNOZ. This Business is conducted by: AN INDIVIDUAL. Signed: JENARO MUNOZ. This statement was filed with the County Clerk of Los Angeles County on 01/07/2016. The registrant(s) has (have) commenced to transact business under the fictitious business name or names listed above on N/A. NOTICE: This Fictitious Name Statement expires five years from the date it was filed in the office of the County Clerk. A new Fictitious Business Name Statement must be filed prior to that date. The filing of this statement does not of itself authorize the use in this state of a Fictitious Business Name in violation of the rights of another under Federal, State, or common law (See Section 14411 et seq., Business and Professions Code)Publish: Mountain Views News. Dates Pub: Jan. 09, 16, 23, 30, 2016 [588, 1577, 779, 1755]
notice-body: File No. 2015-324755. The following person(s) is (are) doing business as: MCH AUTO GENERAL REPAIR, 15323 S ATLANTIC AVE, COMPTON, CA 90221. Full name of registrant(s) is (are): HECTOR SORIA, 1820 E. SAN LUIS ST, COMPTON, CA 90221. This Business is conducted by: AN INDIVIDUAL. Signed: HECTOR SORIA. This statement was filed with the County Clerk of Los Angeles County on 12/29/2015. The registrant(s) has (have) commenced to transact business under the fictitious business name or names listed above on N/A. NOTICE: This Fictitious Name Statement expires five years from the date it was filed in the office of the County Clerk. A new Fictitious Business Name Statement must be filed prior to that date. The filing of this statement does not of itself authorize the use in this state of a Fictitious Business Name in violation of the rights of another under Federal, State, or common law (See Section 14411 et seq., Business and Professions Code)Publish: Mountain Views News. Dates Pub: Jan. 09, 16, 23, 30, 2016 [6, 199, 195, 386]
notice-heading: FICTITIOUS BUSINESS NAME STATEMENT [394, 1487, 568, 1498]
notice-body: File No. 2016-003087. The following person(s) is (are) doing business as: PERFECT ROLLS, 11711 MITLA AVE, DOWNEY, CA 90241. Full name of registrant(s) is (are): MARCELA MUNOZ. This Business is conducted by: AN INDIVIDUAL. Signed: MARCELA MUNOZ. This statement was filed with the County Clerk of Los Angeles County on 01/07/2016. The registrant(s) has (have) commenced to transact business under the fictitious business name or names listed above on N/A. NOTICE: This Fictitious Name Statement expires five years from the date it was filed in the office of the County Clerk. A new Fictitious Business Name Statement must be filed prior to that date. The filing of this statement does not of itself authorize the use in this state of a Fictitious Business Name in violation of the rights of another under Federal, State, or common law (See Section 14411 et seq., Business and Professions Code)Publish: Mountain Views News. Dates Pub: Jan. 09, 16, 23, 30, 2016 [588, 794, 779, 972]
notice-body: File No. 2015-326095. The following person(s) is (are) doing business as: SINO DEVELOPMENT ASSOCIATION, 1087 LAS TUNAS DR, TEMPLE CITY, CA 91780. Full name of registrant(s) is (are): JOSEPH HSU. This Business is conducted by: A GENERAL PARTNERSHIP. Signed: JOSEPH HSU. This statement was filed with the County Clerk of Los Angeles County on 12/29/2015. The registrant(s) has (have) commenced to transact business under the fictitious business name or names listed above on N/A. NOTICE: This Fictitious Name Statement expires five years from the date it was filed in the office of the County Clerk. A new Fictitious Business Name Statement must be filed prior to that date. The filing of this statement does not of itself authorize the use in this state of a Fictitious Business Name in violation of the rights of another under Federal, State, or common law (See Section 14411 et seq., Business and Professions Code)Publish: Mountain Views News. Dates Pub: Jan. 09, 16, 23, 30, 2016 [200, 475, 389, 662]
legal-notice [395, 2074, 583, 2261]
legal-notice [395, 884, 583, 1079]
notice-heading: FICTITIOUS BUSINESS NAME STATEMENT [588, 391, 762, 402]
notice-body: File No. 2016-002381. The following person(s) is (are) doing business as: THE PRIMETIME NETWORK, GRUB & GROOVE, 809 W TEMPLE ST, L.A., CA 90012. Full name of registrant(s) is (are): ORLANDO VALLES DIAZ JR. This Business is conducted by: AN INDIVIDUAL. Signed: ORLANDO VALLES DIAZ JR. This statement was filed with the County Clerk of Los Angeles County on 01/06/2016. The registrant(s) has (have) commenced to transact business under the fictitious business name or names listed above on N/A. NOTICE: This Fictitious Name Statement expires five years from the date it was filed in the office of the County Clerk. A new Fictitious Business Name Statement must be filed prior to that date. The filing of this statement does not of itself authorize the use in this state of a Fictitious Business Name in violation of the rights of another under Federal, State, or common law (See Section 14411 et seq., Business and Professions Code)Publish: Mountain Views News. Dates Pub: Jan. 09, 16, 23, 30, 2016 [784, 288, 973, 476]
legal-notice [395, 1489, 583, 1684]
legal-notice [6, 191, 194, 386]
section-title: LEGAL NOTICES [10, 4, 337, 47]
legal-notice [589, 977, 778, 1164]
legal-notice [200, 2402, 388, 2524]
notice-heading: FICTITIOUS BUSINESS NAME STATEMENT [588, 1568, 762, 1578]
notice-heading: STATEMENT OF WITHDRAWAL FROM PARTNERSHIP OPERATING UNDER FICTITIOUS BUSINESS NAME [200, 2138, 389, 2167]
notice-heading: FICTITIOUS BUSINESS NAME STATEMENT [588, 1952, 762, 1963]
notice-heading: FICTITIOUS BUSINESS NAME STATEMENT [588, 592, 762, 603]
notice-heading: FILE NO. 2016-001101 STATEMENT OF ABANDONMENT OF USE OF FICTITIOUS BUSINESS NAME [784, 480, 973, 510]
notice-body: File No. 2015-326571. The following person(s) is (are) doing business as: SELASSIE BURKE ENTERTAINMENT, 11865 MONTGOMERY DR, RANCHO CUCAMONGA, CA 91730. Full name of registrant(s) is (are): SOLOMON H. SELASSIE BURKE. This Business is conducted by: AN INDIVIDUAL. Signed: SOLOMON H. SELASSIE BURKE. This statement was filed with the County Clerk of Los Angeles County on 12/31/2015. The registrant(s) has (have) commenced to transact business under the fictitious business name or names listed above on N/A. NOTICE: This Fictitious Name Statement expires five years from the date it was filed in the office of the County Clerk. A new Fictitious Business Name Statement must be filed prior to that date. The filing of this statement does not of itself authorize the use in this state of a Fictitious Business Name in violation of the rights of another under Federal, State, or common law (See Section 14411 et seq., Business and Professions Code)Publish: Mountain Views News. Dates Pub: Jan. 09, 16, 23, 30, 2016 [6, 2330, 195, 2526]
notice-heading: FICTITIOUS BUSINESS NAME STATEMENT [784, 280, 956, 290]
notice-heading: FICTITIOUS BUSINESS NAME STATEMENT [588, 2336, 762, 2347]
notice-heading: FICTITIOUS BUSINESS NAME STATEMENT [6, 391, 179, 402]
legal-notice [6, 64, 194, 185]
notice-heading: FICTITIOUS BUSINESS NAME STATEMENT [394, 1286, 568, 1297]
notice-body: The following person(s) has (have) abandoned the use of the fictitious business name: GUSTAVO NAVARRO, 13023 LOS NIETOS ROAD BLDG F, SANTA FE SPRINGS, CA 90670. The fictitious business name referred to above was filed on 02/23/2015, in the County of Los Angeles. The original file number of 2015046982. The business was conducted by: A GENERAL PARTNERSHIP. This statement was filed with the County Clerk of Los Angeles County on 01/04/2016. Signed: GUSTAVO NAVARRO/CO-OWNER. Publish: Mountain Views News. Dates Pub: Jan. 09, 16, 23, 30, 2016 [784, 509, 973, 621]
notice-heading: FICTITIOUS BUSINESS NAME STATEMENT [588, 189, 762, 200]
legal-notice [200, 2285, 388, 2396]
page-header [0, 0, 1367, 60]
legal-notice [395, 693, 583, 879]
footer-contact: Email: editor@mtnviewsnews.com Website: www.mtnviewsnews.com [891, 2545, 1357, 2563]
notice-body: File No. 2016-001401. The following person(s) is (are) doing business as: NOEL'S HAIR SALON, 2928 N BROADWAY AVE, L.A., CA 90031. Full name of registrant(s) is (are): CARLOS LUIS MENDOZA CARBO. This Business is conducted by: AN INDIVIDUAL. Signed: CARLOS LUIS MENDOZA CARBO. This statement was filed with the County Clerk of Los Angeles County on 01/05/2016. The registrant(s) has (have) commenced to transact business under the fictitious business name or names listed above on 01/01/2016. NOTICE: This Fictitious Name Statement expires five years from the date it was filed in the office of the County Clerk. A new Fictitious Business Name Statement must be filed prior to that date. The filing of this statement does not of itself authorize the use in this state of a Fictitious Business Name in violation of the rights of another under Federal, State, or common law (See Section 14411 et seq., Business and Professions Code)Publish: Mountain Views News. Dates Pub: Jan. 09, 16, 23, 30, 2016 [588, 400, 779, 588]
notice-heading: FICTITIOUS BUSINESS NAME STATEMENT [588, 2144, 762, 2155]
notice-heading: FICTITIOUS BUSINESS NAME STATEMENT [200, 995, 373, 1006]
notice-heading: FICTITIOUS BUSINESS NAME STATEMENT [394, 2073, 568, 2084]
legal-notice [6, 1793, 194, 1979]
notice-body: File No. 2016-001102. The following person(s) is (are) doing business as: I&A UPHOLSTERY, 13023 LOS NIETOS RD, SANTA FE SPRINGS, CA 90670. Full name of registrant(s) is (are): GUSTAVO NAVARRO. This Business is conducted by: AN INDIVIDUAL. Signed: GUSTAVO NAVARRO. This statement was filed with the County Clerk of Los Angeles County on 01/04/2016. The registrant(s) has (have) commenced to transact business under the fictitious business name or names listed above on N/A. NOTICE: This Fictitious Name Statement expires five years from the date it was filed in the office of the County Clerk. A new Fictitious Business Name Statement must be filed prior to that date. The filing of this statement does not of itself authorize the use in this state of a Fictitious Business Name in violation of the rights of another under Federal, State, or common law (See Section 14411 et seq., Business and Professions Code)Publish: Mountain Views News. Dates Pub: Jan. 09, 16, 23, 30, 2016 [394, 1698, 583, 1876]
legal-notice [589, 2145, 778, 2331]
notice-heading: FICTITIOUS BUSINESS NAME STATEMENT [394, 2457, 568, 2467]
notice-body: File No. 2016-004115. The following person(s) is (are) doing business as: MAX BEAUTY SALON, 5449 CHERRY AVE, LONG BEACH, CA 90805. Full name of registrant(s) is (are): RYNAMEAN. This Business is conducted by: AN INDIVIDUAL. Signed: RYNA MEAN. This statement was filed with the County Clerk of Los Angeles County on 01/07/2016. The registrant(s) has (have) commenced to transact business under the fictitious business name or names listed above on N/A. NOTICE: This Fictitious Name Statement expires five years from the date it was filed in the office of the County Clerk. A new Fictitious Business Name Statement must be filed prior to that date. The filing of this statement does not of itself authorize the use in this state of a Fictitious Business Name in violation of the rights of another under Federal, State, or common law (See Section 14411 et seq., Business and Professions Code)Publish: Mountain Views News. Dates Pub: Jan. 09, 16, 23, 30, 2016 [394, 2274, 583, 2453]
legal-notice [6, 1006, 194, 1210]
notice-heading: FICTITIOUS BUSINESS NAME STATEMENT [6, 1983, 179, 1994]
notice-body: File No. 2016-002501. The following person(s) is (are) doing business as: ARCO CAR SERVICE, 1205 CLAREMONT PL, POMONA, CA 91767. Full name of registrant(s) is (are): ARTURO DELGADILLO. This Business is conducted by: AN INDIVIDUAL. Signed: ARTURO DELGADILLO. This statement was filed with the County Clerk of Los Angeles County on 01/06/2016. The registrant(s) has (have) commenced to transact business under the fictitious business name or names listed above on N/A. NOTICE: This Fictitious Name Statement expires five years from the date it was filed in the office of the County Clerk. A new Fictitious Business Name Statement must be filed prior to that date. The filing of this statement does not of itself authorize the use in this state of a Fictitious Business Name in violation of the rights of another under Federal, State, or common law (See Section 14411 et seq., Business and Professions Code)Publish: Mountain Views News. Dates Pub: Jan. 09, 16, 23, 30, 2016 [394, 509, 583, 686]
notice-heading: FICTITIOUS BUSINESS NAME STATEMENT [200, 64, 373, 73]
notice-body: File No. 2015-327187. The following person(s) is (are) doing business as: SOUND EXPO, 601 E ARTESIA BL, BELLFLOWER, CA 90706. Full name of registrant(s) is (are): JEFF JONG WOOK KIM. This Business is conducted by: AN INDIVIDUAL. Signed: JEFF JONG WOOK KIM. This statement was filed with the County Clerk of Los Angeles County on 12/31/2015. The registrant(s) has (have) commenced to transact business under the fictitious business name or names listed above on N/A. NOTICE: This Fictitious Name Statement expires five years from the date it was filed in the office of the County Clerk. [200, 877, 389, 990]
legal-notice [589, 594, 778, 780]
footer-address: Mountain Views News 80 W Sierra Madre Blvd. No. 327 Sierra Madre, Ca. 91024 Office: 626.355.2737 Fax: 626.609.3285 [10, 2545, 989, 2564]
legal-notice [200, 997, 388, 1192]
legal-notice [200, 668, 388, 863]
notice-heading: FICTITIOUS BUSINESS NAME STATEMENT [200, 264, 373, 275]
notice-body: File No. 2015-324835. The following person(s) is (are) doing business as: SERVPRO OF HANCOCK PARK HOLLYWOOD, 512 W. ISABEL ST, BURBANK, CA 91506. Full name of registrant(s) is (are): SPHOCC, LLC. This Business is conducted by: A LIMITED LIABILITY COMPANY. Signed: SPHOCC, LLC. This statement was filed with the County Clerk of Los Angeles County on 12/29/2015. The registrant(s) has (have) commenced to transact business under the fictitious business name or names listed above on N/A. NOTICE: This Fictitious Name Statement expires five years from the date it was filed in the office of the County Clerk. A new Fictitious Business Name Statement must be filed prior to that date. The filing of this statement does not of itself authorize the use in this state of a Fictitious Business Name in violation of the rights of another under Federal, State, or common law (See Section 14411 et seq., Business and Professions Code)Publish: Mountain Views News. Dates Pub: Jan. 09, 16, 23, 30, 2016 [200, 72, 389, 259]
notice-body: File No. 2016-000636. The following person(s) is (are) doing business as: THE FRAYED KNOT, 2122 S. ATLANTIC BLVD, COMMERCE, CA 90040. Full name of registrant(s) is (are): A LIMITED LIABILITY COMPANY. Signed: CHRISTOPHER MORELLI. This statement was filed with the County Clerk of Los Angeles County on 01/05/2016. The registrant(s) has (have) commenced to transact business under the fictitious business name or names listed above on N/A. NOTICE: This Fictitious Name Statement expires five years from the date it was filed in the office of the County Clerk. A new Fictitious Business Name Statement must be filed prior to that date. The filing of this statement does not of itself authorize the use in this state of a Fictitious Business Name in violation of the rights of another under Federal, State, or common law (See Section 14411 et seq., Business and Professions Code)Publish: Mountain Views News. Dates Pub: Jan. 09, 16, 23, 30, 2016 [784, 96, 973, 275]
notice-body: File No. 2015-325520. The following person(s) is (are) doing business as: PWRBOOKS, 14414 SAN ARDO DR, LA MIRADA, CA 90638. Full name of registrant(s) is (are): JORGE SUAREZ, 14414 SAN ARDO DR, LA MIRADA, CA 90638. This Business is conducted by: AN INDIVIDUAL. Signed: JORGE SUAREZ. This statement was filed with the County Clerk of Los Angeles County on 12/29/2015. The registrant(s) has (have) commenced to transact business under the fictitious business name or names listed above on N/A. NOTICE: This Fictitious Name Statement expires five years from the date it was filed in the office of the County Clerk. A new Fictitious Business Name Statement must be filed prior to that date. The filing of this statement does not of itself authorize the use in this state of a Fictitious Business Name in violation of the rights of another under Federal, State, or common law (See Section 14411 et seq., Business and Professions Code)Publish: Mountain Views News. Dates Pub: Jan. 09, 16, 23, 30, 2016 [6, 812, 195, 1000]
notice-body: File No. 2015-323574. The following person(s) is (are) doing business as: S & L TIRE SERVICE, 256 ZENITH AVE, LA PUENTE, CA 91744. Full name of registrant(s) is (are): SALVADOR JUAREZ, 256 ZENITH AVE, LA PUENTE, CA 91744. This Business is conducted by: A GENERAL PARTNERSHIP. Signed: SALVADOR JUAREZ. This statement was filed with the County Clerk of Los Angeles County on 12/28/2015. The registrant(s) has (have) commenced to transact business under the fictitious business name or names listed above on N/A. NOTICE: This Fictitious Name Statement expires five years from the date it was filed in the office of the County Clerk. A new Fictitious Business Name Statement must be filed prior to that date. The filing of this statement does not of itself authorize the use in this state of a Fictitious Business Name in violation of the rights of another under Federal, State, or common law (See Section 14411 et seq., Business and Professions Code)Publish: Mountain Views News. Dates Pub: Jan. 09, 16, 23, 30, 2016 [6, 1993, 195, 2180]
legal-notice [200, 1783, 388, 1932]
legal-notice [784, 482, 972, 622]
notice-body: File No. 2015-326473. The following person(s) is (are) doing business as: MINK'S KITCHEN, 11618 SOUTH ST, ARTESIA, CA 90701. Mailing address: 5185 HOLLYWOOD BLVD, L.A., CA 90027. Full name of registrant(s) is (are): DARLENE PATURANTHATHAN. This Business is conducted by: AN INDIVIDUAL. Signed: DARLENE PATURANTHATHAN. This statement was filed with the County Clerk of Los Angeles County on 12/30/2015. The registrant(s) has (have) commenced to transact business under the fictitious business name or names listed above on N/A. NOTICE: This Fictitious Name Statement expires five years from the date it was filed in the office of the County Clerk. A new Fictitious Business Name Statement must be filed prior to that date. The filing of this statement does not of itself authorize the use in this state of a Fictitious Business Name in violation of the rights of another under Federal, State, or common law (See Section 14411 et seq., Business and Professions Code)Publish: Mountain Views News. Dates Pub: Jan. 09, 16, 23, 30, 2016 [6, 400, 195, 597]
